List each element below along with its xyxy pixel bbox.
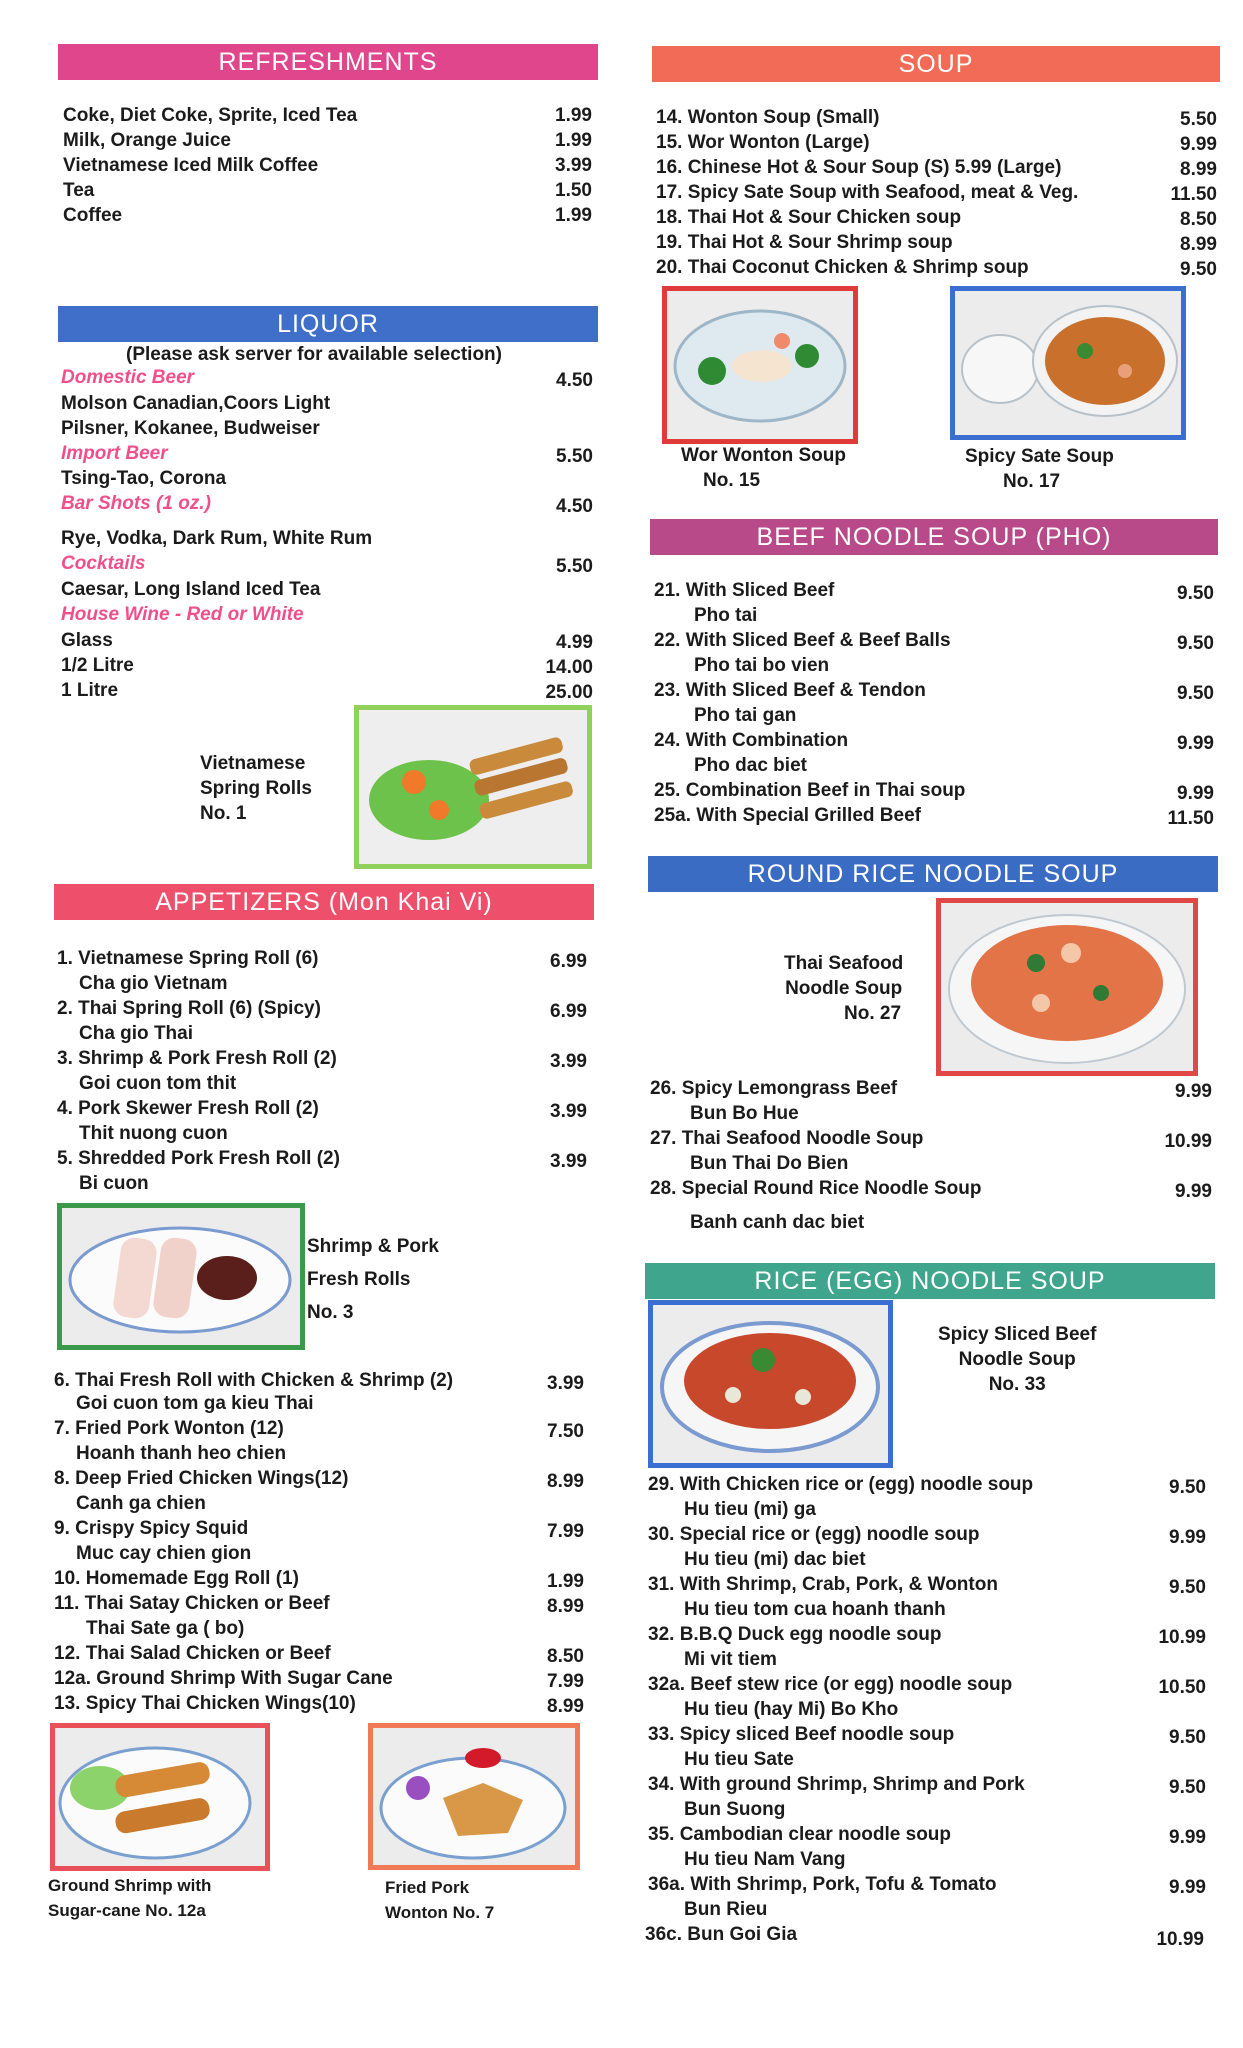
menu-item-price: 3.99 [550,1151,587,1172]
menu-item-vietnamese: Bun Thai Do Bien [690,1153,849,1174]
fresh-rolls-photo [57,1203,305,1350]
ground-shrimp-caption [48,1873,211,1923]
menu-item-name: 32. B.B.Q Duck egg noodle soup [648,1624,942,1645]
menu-item-name: 9. Crispy Spicy Squid [54,1518,249,1539]
menu-item-name: 19. Thai Hot & Sour Shrimp soup [656,232,953,253]
menu-item-price: 9.50 [1177,633,1214,654]
menu-item-name: 25. Combination Beef in Thai soup [654,780,966,801]
menu-item-name: Tea [63,180,95,201]
domestic-beer-brands: Molson Canadian,Coors Light [61,393,331,414]
menu-item-vietnamese: Hu tieu (hay Mi) Bo Kho [684,1699,899,1720]
menu-item-vietnamese: Cha gio Thai [79,1023,193,1044]
menu-item-price: 6.99 [550,951,587,972]
menu-item-price: 8.99 [547,1596,584,1617]
menu-item-vietnamese: Mi vit tiem [684,1649,777,1670]
menu-item-name: 22. With Sliced Beef & Beef Balls [654,630,951,651]
menu-item-price: 8.99 [547,1471,584,1492]
fried-wonton-photo [368,1723,580,1870]
menu-item-price: 11.50 [1170,184,1217,205]
wor-wonton-photo [662,286,858,444]
menu-item-name: 15. Wor Wonton (Large) [656,132,870,153]
menu-item-price: 8.99 [547,1696,584,1717]
menu-item-vietnamese: Bun Suong [684,1799,786,1820]
menu-item-vietnamese: Hu tieu (mi) dac biet [684,1549,866,1570]
menu-item-name: 27. Thai Seafood Noodle Soup [650,1128,924,1149]
menu-item-price: 3.99 [550,1101,587,1122]
beef-noodle-header [650,519,1218,555]
spicy-beef-photo [648,1300,893,1468]
thai-seafood-caption [784,951,903,1026]
wine-price: 4.99 [556,632,593,653]
menu-item-name: 30. Special rice or (egg) noodle soup [648,1524,980,1545]
menu-item-price: 9.99 [1169,1877,1206,1898]
menu-item-vietnamese: Hu tieu (mi) ga [684,1499,816,1520]
spring-rolls-caption [200,751,312,826]
soup-header [652,46,1220,82]
rice-noodle-header [645,1263,1215,1299]
menu-item-price: 3.99 [555,155,592,176]
caption-line: Thai Seafood [784,953,904,974]
menu-item-vietnamese: Goi cuon tom ga kieu Thai [76,1393,314,1414]
menu-item-price: 9.99 [1169,1527,1206,1548]
caption-line: Sugar-cane No. 12a [48,1901,206,1920]
wine-size: 1/2 Litre [61,655,134,676]
spicy-beef-caption [938,1322,1096,1397]
menu-item-name: 28. Special Round Rice Noodle Soup [650,1178,982,1199]
menu-item-price: 8.99 [1180,234,1217,255]
domestic-beer-price: 4.50 [556,370,593,391]
caption-line: No. 3 [307,1302,354,1323]
menu-item-name: 5. Shredded Pork Fresh Roll (2) [57,1148,340,1169]
menu-item-price: 9.99 [1177,783,1214,804]
menu-item-name: 16. Chinese Hot & Sour Soup (S) 5.99 (Large) [656,157,1062,178]
menu-item-name: 11. Thai Satay Chicken or Beef [54,1593,330,1614]
cocktails-label: Cocktails [61,553,146,574]
cocktails-list: Caesar, Long Island Iced Tea [61,579,321,600]
cocktails-price: 5.50 [556,556,593,577]
import-beer-brands: Tsing-Tao, Corona [61,468,227,489]
menu-item-name: 3. Shrimp & Pork Fresh Roll (2) [57,1048,337,1069]
caption-line: No. 1 [200,803,247,824]
menu-item-price: 1.99 [555,205,592,226]
liquor-header [58,306,598,342]
wine-price: 25.00 [545,682,593,703]
menu-item-price: 7.99 [547,1521,584,1542]
menu-item-vietnamese: Hu tieu Nam Vang [684,1849,846,1870]
menu-item-price: 3.99 [550,1051,587,1072]
menu-item-vietnamese: Muc cay chien gion [76,1543,252,1564]
menu-item-price: 10.99 [1156,1929,1204,1950]
beef-noodle-title: BEEF NOODLE SOUP (PHO) [756,522,1112,551]
domestic-beer-brands: Pilsner, Kokanee, Budweiser [61,418,320,439]
caption-line: Spring Rolls [200,778,312,799]
fried-wonton-caption [385,1875,494,1925]
spicy-sate-photo [950,286,1186,440]
menu-item-name: 24. With Combination [654,730,849,751]
menu-item-vietnamese: Bun Rieu [684,1899,768,1920]
menu-item-vietnamese: Bi cuon [79,1173,149,1194]
menu-item-price: 9.99 [1175,1181,1212,1202]
menu-item-price: 10.99 [1158,1627,1206,1648]
menu-item-vietnamese: Bun Bo Hue [690,1103,799,1124]
spicy-sate-caption [965,444,1114,494]
liquor-title: LIQUOR [277,309,379,338]
menu-item-name: 21. With Sliced Beef [654,580,835,601]
menu-item-name: 31. With Shrimp, Crab, Pork, & Wonton [648,1574,998,1595]
menu-item-name: 36a. With Shrimp, Pork, Tofu & Tomato [648,1874,997,1895]
bar-shots-list: Rye, Vodka, Dark Rum, White Rum [61,528,373,549]
menu-item-vietnamese: Pho dac biet [694,755,807,776]
appetizers-header [54,884,594,920]
import-beer-label: Import Beer [61,443,168,464]
menu-item-price: 9.50 [1169,1477,1206,1498]
menu-item-name: 36c. Bun Goi Gia [645,1924,798,1945]
menu-item-vietnamese: Goi cuon tom thit [79,1073,237,1094]
menu-item-price: 6.99 [550,1001,587,1022]
menu-item-price: 9.50 [1169,1727,1206,1748]
menu-item-name: 7. Fried Pork Wonton (12) [54,1418,284,1439]
domestic-beer-label: Domestic Beer [61,367,195,388]
bar-shots-label: Bar Shots (1 oz.) [61,493,211,514]
menu-item-price: 8.99 [1180,159,1217,180]
menu-item-price: 9.50 [1180,259,1217,280]
menu-item-vietnamese: Canh ga chien [76,1493,206,1514]
caption-line: Noodle Soup [958,1349,1076,1370]
liquor-note: (Please ask server for available selection) [126,344,502,365]
menu-item-name: 33. Spicy sliced Beef noodle soup [648,1724,955,1745]
caption-line: Noodle Soup [785,978,903,999]
menu-item-price: 10.99 [1164,1131,1212,1152]
menu-item-price: 1.50 [555,180,592,201]
menu-item-name: Milk, Orange Juice [63,130,231,151]
wine-size: 1 Litre [61,680,119,701]
wor-wonton-caption [681,443,846,493]
fresh-rolls-caption [307,1230,439,1329]
menu-item-name: 17. Spicy Sate Soup with Seafood, meat & Veg. [656,182,1079,203]
menu-item-name: 13. Spicy Thai Chicken Wings(10) [54,1693,356,1714]
wine-price: 14.00 [545,657,593,678]
menu-item-vietnamese: Hu tieu tom cua hoanh thanh [684,1599,946,1620]
menu-item-price: 7.50 [547,1421,584,1442]
spring-rolls-photo [354,705,592,869]
menu-item-price: 5.50 [1180,109,1217,130]
menu-item-name: 25a. With Special Grilled Beef [654,805,921,826]
caption-line: Fried Pork [385,1878,470,1897]
menu-item-name: Coke, Diet Coke, Sprite, Iced Tea [63,105,358,126]
refreshments-title: REFRESHMENTS [218,47,438,76]
ground-shrimp-photo [50,1723,270,1871]
menu-item-price: 9.50 [1169,1577,1206,1598]
caption-line: No. 17 [1003,471,1061,492]
menu-item-price: 8.50 [1180,209,1217,230]
thai-seafood-photo [936,898,1198,1076]
house-wine-label: House Wine - Red or White [61,604,304,625]
wine-size: Glass [61,630,113,651]
menu-item-vietnamese: Thit nuong cuon [79,1123,228,1144]
caption-line: Wor Wonton Soup [681,445,846,466]
caption-line: Shrimp & Pork [307,1236,439,1257]
caption-line: Spicy Sate Soup [965,446,1114,467]
menu-item-price: 1.99 [547,1571,584,1592]
menu-item-name: 12a. Ground Shrimp With Sugar Cane [54,1668,393,1689]
menu-item-vietnamese: Hu tieu Sate [684,1749,794,1770]
menu-item-vietnamese: Hoanh thanh heo chien [76,1443,287,1464]
menu-item-vietnamese: Pho tai bo vien [694,655,830,676]
menu-item-name: 14. Wonton Soup (Small) [656,107,880,128]
caption-line: Wonton No. 7 [385,1903,495,1922]
menu-item-price: 9.50 [1177,583,1214,604]
menu-item-price: 7.99 [547,1671,584,1692]
menu-item-name: 8. Deep Fried Chicken Wings(12) [54,1468,349,1489]
menu-item-price: 3.99 [547,1373,584,1394]
menu-item-name: Coffee [63,205,123,226]
menu-item-name: 10. Homemade Egg Roll (1) [54,1568,299,1589]
bar-shots-price: 4.50 [556,496,593,517]
menu-item-price: 9.99 [1180,134,1217,155]
menu-item-name: Vietnamese Iced Milk Coffee [63,155,319,176]
refreshments-header [58,44,598,80]
menu-item-vietnamese: Thai Sate ga ( bo) [86,1618,245,1639]
menu-item-price: 1.99 [555,130,592,151]
menu-item-name: 1. Vietnamese Spring Roll (6) [57,948,319,969]
caption-line: Spicy Sliced Beef [938,1324,1097,1345]
menu-item-name: 12. Thai Salad Chicken or Beef [54,1643,331,1664]
rice-noodle-title: RICE (EGG) NOODLE SOUP [754,1266,1106,1295]
menu-item-price: 1.99 [555,105,592,126]
menu-item-name: 32a. Beef stew rice (or egg) noodle soup [648,1674,1013,1695]
appetizers-title: APPETIZERS (Mon Khai Vi) [155,887,493,916]
menu-item-name: 20. Thai Coconut Chicken & Shrimp soup [656,257,1029,278]
menu-item-vietnamese: Cha gio Vietnam [79,973,228,994]
soup-title: SOUP [898,49,974,78]
round-noodle-header [648,856,1218,892]
menu-item-name: 23. With Sliced Beef & Tendon [654,680,926,701]
menu-item-price: 9.99 [1177,733,1214,754]
menu-item-price: 9.50 [1177,683,1214,704]
caption-line: Fresh Rolls [307,1269,411,1290]
caption-line: No. 15 [703,470,761,491]
menu-item-vietnamese: Banh canh dac biet [690,1212,865,1233]
menu-item-price: 11.50 [1167,808,1214,829]
menu-item-name: 4. Pork Skewer Fresh Roll (2) [57,1098,319,1119]
caption-line: Vietnamese [200,753,306,774]
menu-item-name: 26. Spicy Lemongrass Beef [650,1078,898,1099]
menu-item-price: 9.99 [1169,1827,1206,1848]
menu-item-name: 6. Thai Fresh Roll with Chicken & Shrimp (2) [54,1370,454,1391]
caption-line: Ground Shrimp with [48,1876,212,1895]
menu-item-name: 34. With ground Shrimp, Shrimp and Pork [648,1774,1025,1795]
menu-item-name: 18. Thai Hot & Sour Chicken soup [656,207,962,228]
menu-item-price: 10.50 [1158,1677,1206,1698]
menu-item-name: 2. Thai Spring Roll (6) (Spicy) [57,998,321,1019]
caption-line: No. 33 [988,1374,1046,1395]
menu-item-name: 29. With Chicken rice or (egg) noodle soup [648,1474,1034,1495]
menu-item-vietnamese: Pho tai gan [694,705,797,726]
menu-item-price: 8.50 [547,1646,584,1667]
caption-line: No. 27 [844,1003,902,1024]
import-beer-price: 5.50 [556,446,593,467]
menu-item-price: 9.50 [1169,1777,1206,1798]
round-noodle-title: ROUND RICE NOODLE SOUP [747,859,1119,888]
menu-item-price: 9.99 [1175,1081,1212,1102]
menu-item-vietnamese: Pho tai [694,605,758,626]
menu-item-name: 35. Cambodian clear noodle soup [648,1824,952,1845]
